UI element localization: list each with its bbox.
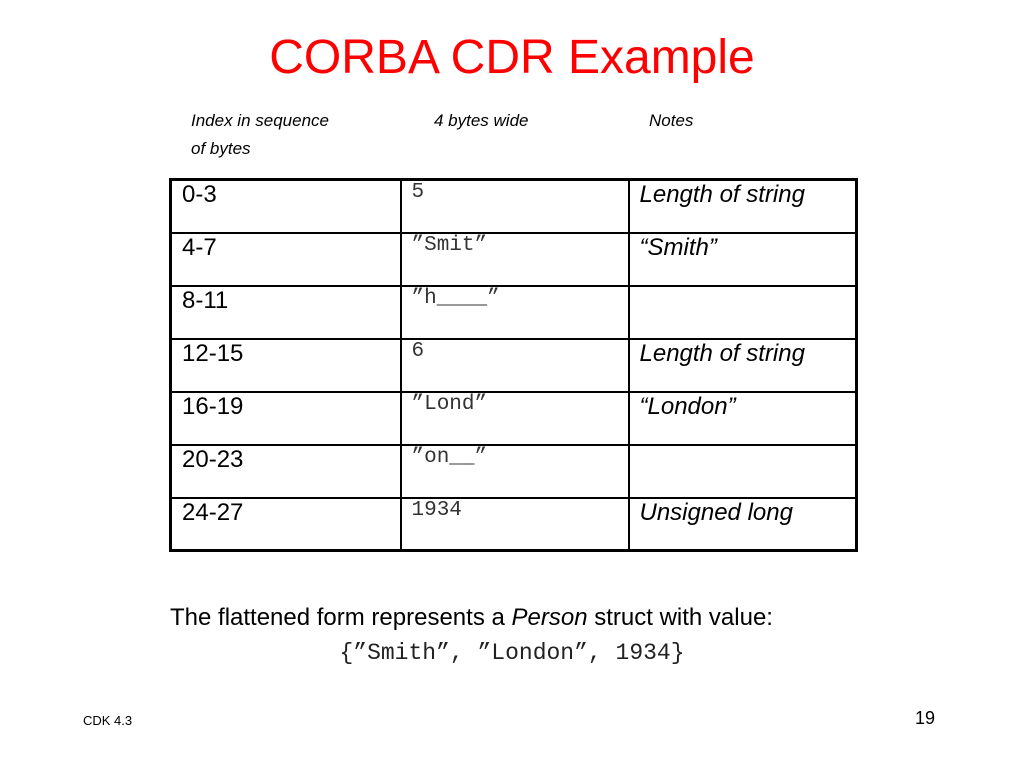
index-cell: 12-15 (171, 339, 401, 392)
index-cell: 16-19 (171, 392, 401, 445)
caption (170, 606, 773, 630)
index-cell: 20-23 (171, 445, 401, 498)
caption-after: struct with value: (587, 604, 773, 631)
table-row (171, 286, 857, 339)
value-cell: 5 (401, 180, 629, 233)
value-cell: ”h____” (401, 286, 629, 339)
table-row (171, 339, 857, 392)
value-cell: 1934 (401, 498, 629, 551)
header-notes: Notes (649, 111, 694, 130)
note-cell: Length of string (629, 180, 857, 233)
note-cell: “Smith” (629, 233, 857, 286)
note-cell (629, 445, 857, 498)
struct-value-literal: {”Smith”, ”London”, 1934} (339, 640, 685, 666)
value-cell: ”on__” (401, 445, 629, 498)
note-cell: “London” (629, 392, 857, 445)
value-cell: ”Smit” (401, 233, 629, 286)
note-cell (629, 286, 857, 339)
index-cell: 0-3 (171, 180, 401, 233)
header-index-line1: Index in sequence (191, 111, 329, 130)
index-cell: 4-7 (171, 233, 401, 286)
slide-title: CORBA CDR Example (269, 31, 755, 84)
caption-emphasis: Person (511, 604, 588, 631)
table-row (171, 233, 857, 286)
table-row (171, 392, 857, 445)
caption-before: The flattened form represents a (170, 604, 512, 631)
value-cell: 6 (401, 339, 629, 392)
header-width: 4 bytes wide (434, 111, 529, 130)
cdr-table (169, 178, 858, 552)
footer-label: CDK 4.3 (83, 713, 133, 728)
header-index-line2: of bytes (191, 139, 251, 158)
note-cell: Unsigned long (629, 498, 857, 551)
table-row (171, 498, 857, 551)
value-cell: ”Lond” (401, 392, 629, 445)
note-cell: Length of string (629, 339, 857, 392)
index-cell: 8-11 (171, 286, 401, 339)
table-row (171, 445, 857, 498)
table-row (171, 180, 857, 233)
page-number: 19 (915, 708, 936, 728)
index-cell: 24-27 (171, 498, 401, 551)
